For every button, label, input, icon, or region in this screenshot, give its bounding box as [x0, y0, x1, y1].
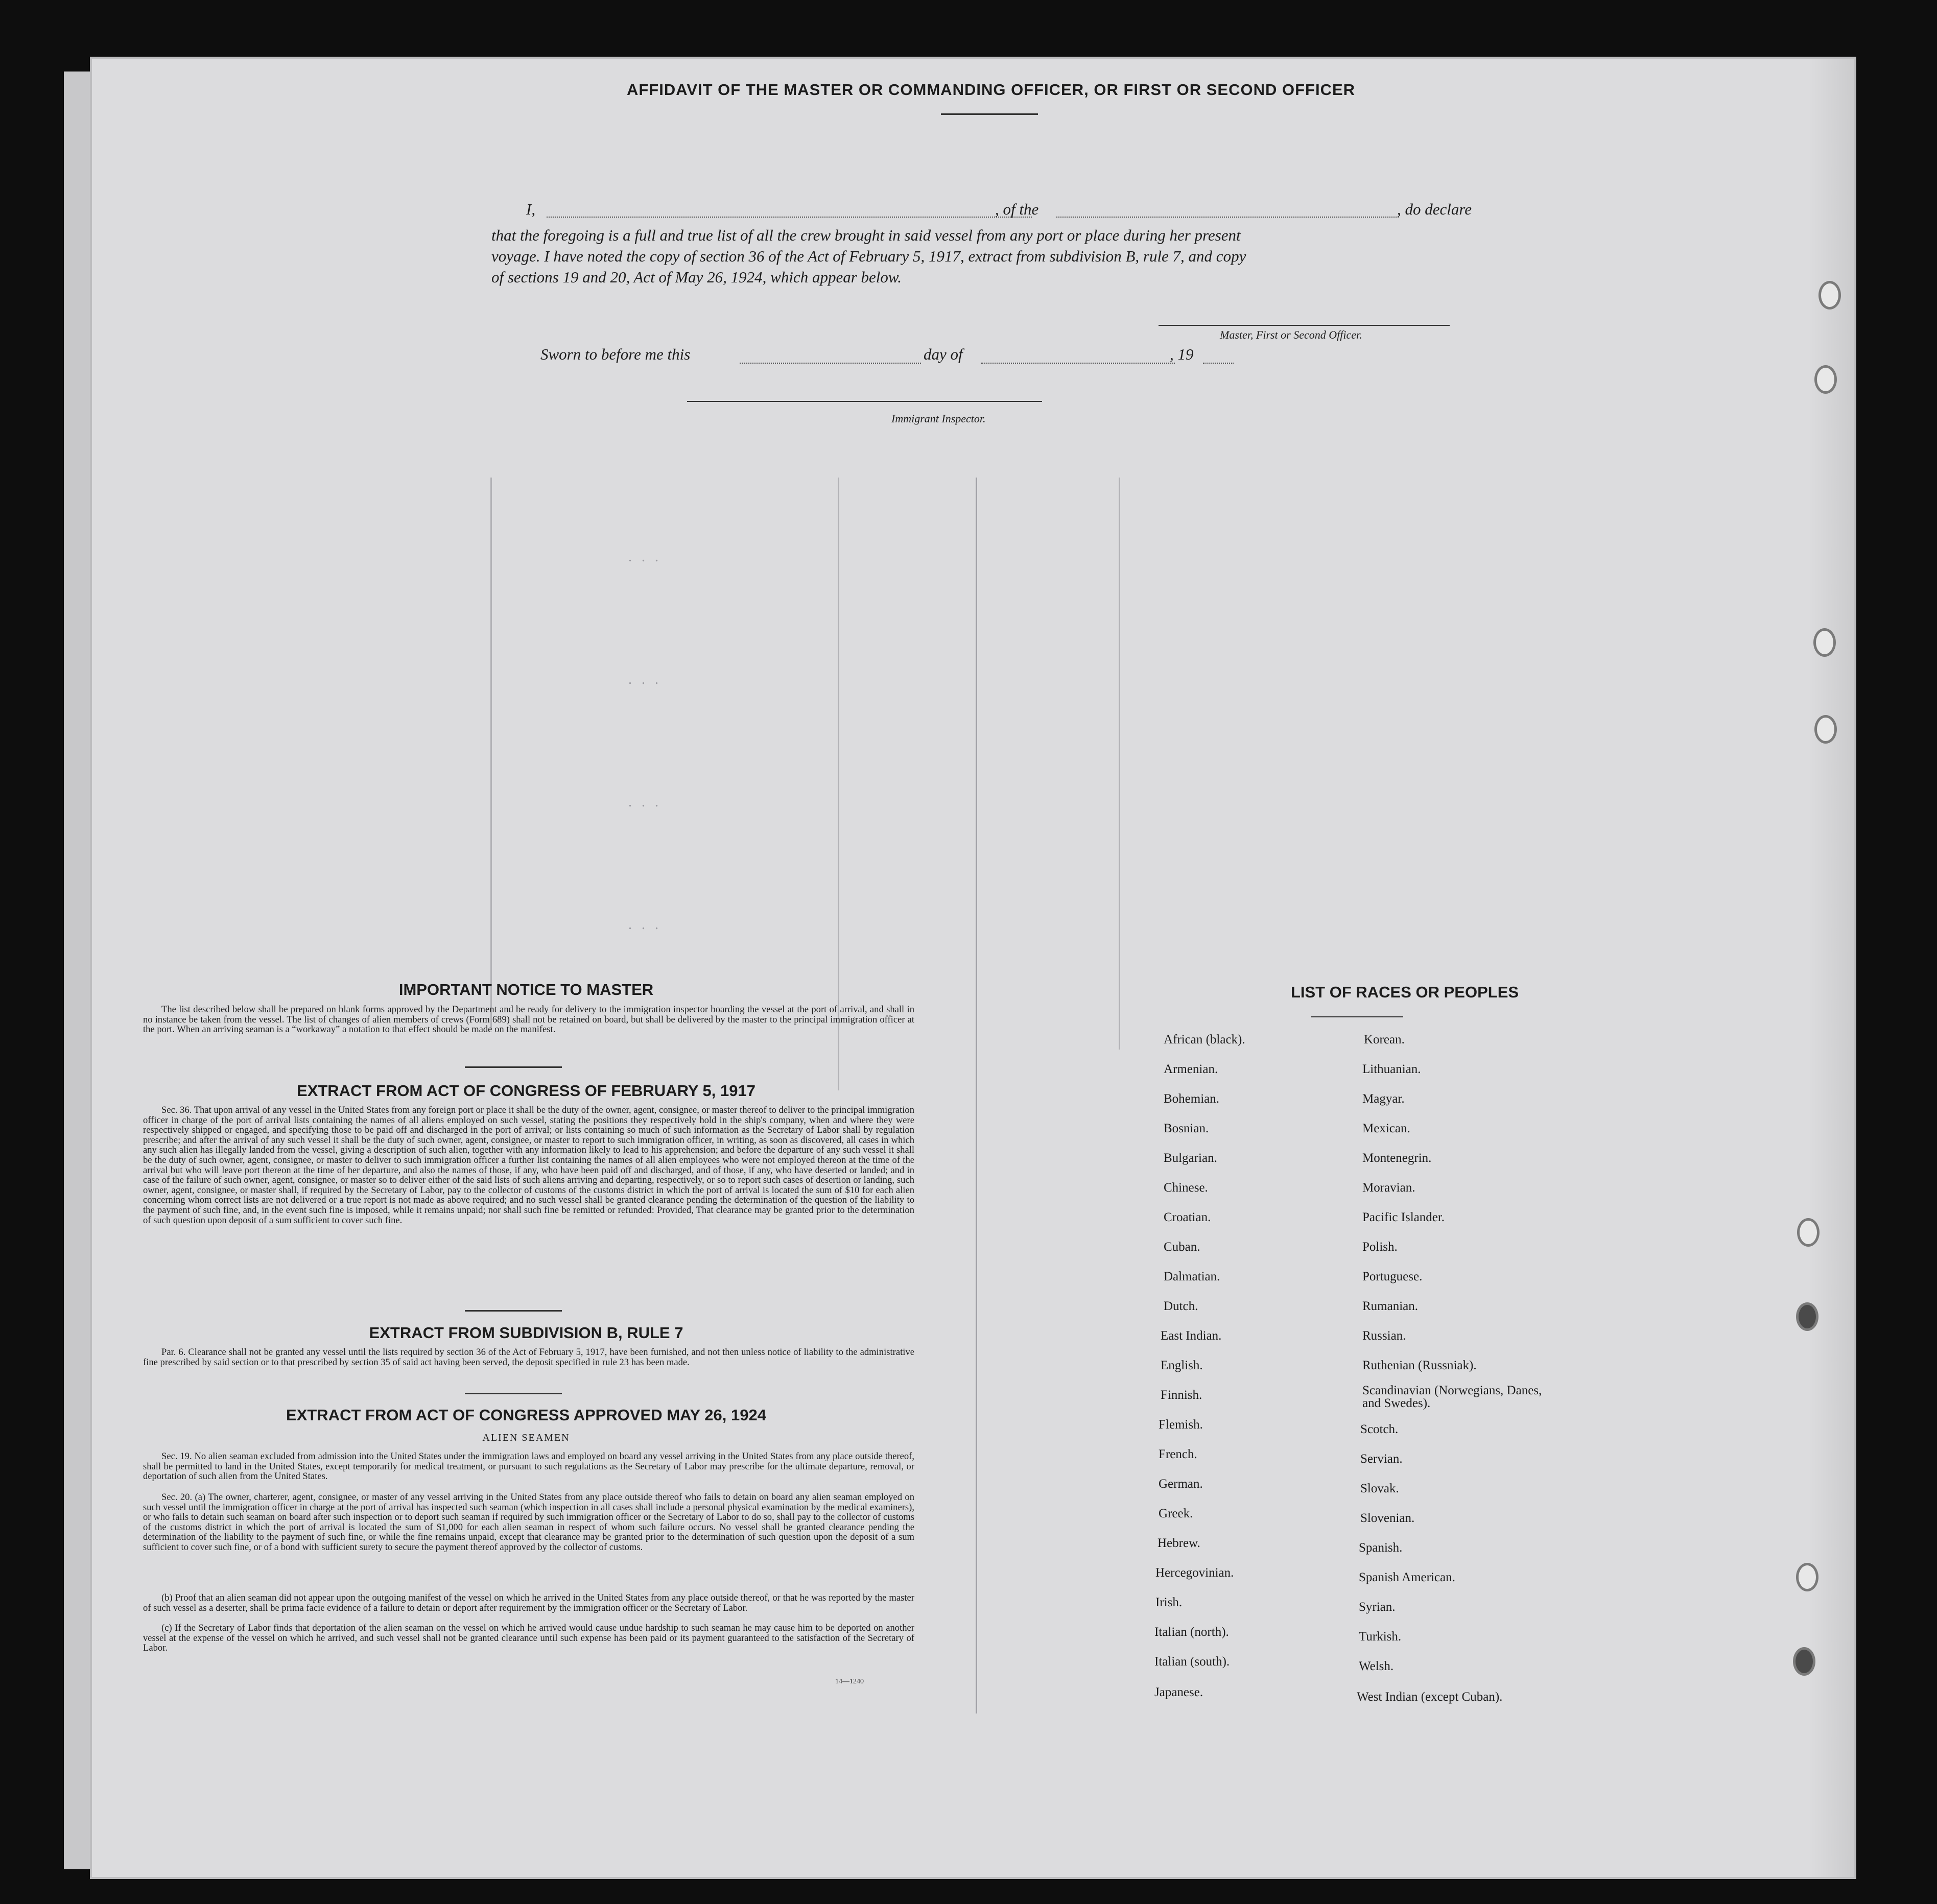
form-number: 14—1240: [835, 1678, 864, 1685]
sworn-month-blank[interactable]: [981, 363, 1175, 364]
race-item: Hebrew.: [1158, 1536, 1200, 1550]
race-item: Dutch.: [1164, 1299, 1198, 1313]
race-item: Scotch.: [1360, 1422, 1399, 1436]
race-item: Russian.: [1362, 1329, 1406, 1343]
race-item: Ruthenian (Russniak).: [1362, 1359, 1477, 1372]
extract-1924-sec20b: (b) Proof that an alien seaman did not appear upon the outgoing manifest of the vessel on which he arrived in the United States from any place outside thereof, or that he was reported by the master of such vessel as a deserter, shall be prima facie evidence of a failure to detain or deport after requirement by the immigration officer or the Secretary of Labor.: [143, 1592, 914, 1613]
signature-line[interactable]: [1159, 325, 1450, 326]
extract-rule7-text: Par. 6. Clearance shall not be granted any vessel until the lists required by section 36 of the Act of February 5, 1917, have been furnished, and not then unless notice of liability to the administrative fine prescribed by said section or to that prescribed by section 35 of said act having been served, the deposit specified in rule 23 has been made.: [143, 1347, 914, 1368]
race-item: Pacific Islander.: [1362, 1210, 1445, 1224]
affidavit-line1-of-the: , of the: [995, 200, 1039, 218]
race-item: Bulgarian.: [1164, 1151, 1217, 1165]
race-item: German.: [1159, 1477, 1203, 1491]
extract-1917-text: Sec. 36. That upon arrival of any vessel in the United States from any foreign port or place it shall be the duty of the owner, agent, consignee, or master thereof to deliver to the principal immigration officer in charge of the port of arrival lists containing the names of all aliens employed on such vessel, stating the positions they respectively hold in the ship's company, when and where they were respectively shipped or engaged, and specifying those to be paid off and discharged in the port of arrival; or lists containing so much of such information as the Secretary of Labor shall by regulation prescribe; and after the arrival of any such vessel it shall be the duty of such owner, agent, consignee, or master to report to such immigration officer, in writing, as soon as discovered, all cases in which any such alien has illegally landed from the vessel, giving a description of such alien, together with any information likely to lead to his apprehension; and before the departure of any such vessel it shall be the duty of such owner, agent, consignee, or master to deliver to such immigration officer a further list containing the names of all alien employees who were not employed thereon at the time of the arrival but who will leave port thereon at the time of her departure, and also the names of those, if any, who have been paid off and discharged, and of those, if any, who have deserted or landed; and in case of the failure of such owner, agent, consignee, or master so to deliver either of the said lists of such aliens arriving and departing, respectively, or so to report such cases of desertion or landing, such owner, agent, consignee, or master shall, if required by the Secretary of Labor, pay to the collector of customs of the customs district in which the port of arrival is located the sum of $10 for each alien concerning whom correct lists are not delivered or a true report is not made as above required; and no such vessel shall be granted clearance pending the determination of the question of the liability to the payment of such fine, and, in the event such fine is imposed, while it remains unpaid; nor shall such fine be remitted or refunded: Provided, That clearance may be granted prior to the determination of such question upon deposit of a sum sufficient to cover such fine.: [143, 1105, 914, 1226]
bleed-through-mark: . . .: [628, 917, 662, 933]
race-item: Syrian.: [1359, 1600, 1396, 1614]
races-title: LIST OF RACES OR PEOPLES: [1290, 983, 1519, 1001]
sworn-year-blank[interactable]: [1203, 363, 1234, 364]
extract-1924-sec20c: (c) If the Secretary of Labor finds that deportation of the alien seaman on the vessel on which he arrived would cause undue hardship to such seaman he may cause him to be deported on another vessel at the expense of the vessel on which he arrived, and such vessel shall not be granted clearance until such expense has been paid or its payment guaranteed to the satisfaction of the Secretary of Labor.: [143, 1623, 914, 1654]
inspector-signature-line[interactable]: [687, 401, 1042, 402]
bleed-through-mark: . . .: [628, 549, 662, 565]
punch-hole-icon: [1814, 365, 1837, 394]
sworn-prefix: Sworn to before me this: [540, 345, 691, 363]
race-item: Irish.: [1155, 1596, 1183, 1609]
race-item: French.: [1159, 1447, 1197, 1461]
affidavit-line1-i: I,: [526, 200, 536, 218]
extract-rule7-title: EXTRACT FROM SUBDIVISION B, RULE 7: [369, 1324, 683, 1342]
extract-1917-title: EXTRACT FROM ACT OF CONGRESS OF FEBRUARY 5, 1917: [297, 1082, 755, 1100]
extract-1924-subtitle: ALIEN SEAMEN: [482, 1432, 570, 1443]
affidavit-line2: that the foregoing is a full and true list of all the crew brought in said vessel from any port or place during her present: [491, 226, 1241, 244]
bleed-through-mark: . . .: [628, 794, 662, 810]
race-item: Polish.: [1362, 1240, 1398, 1254]
extract-1924-title: EXTRACT FROM ACT OF CONGRESS APPROVED MAY 26, 1924: [286, 1406, 766, 1424]
underlying-page-edge: [64, 72, 95, 1869]
race-item: Lithuanian.: [1362, 1062, 1421, 1076]
notice-title: IMPORTANT NOTICE TO MASTER: [398, 981, 654, 998]
extract-1924-sec19: Sec. 19. No alien seaman excluded from admission into the United States under the immigration laws and employed on board any vessel arriving in the United States from any place outside thereof, shall be permitted to land in the United States, except temporarily for medical treatment, or pursuant to such regulations as the Secretary of Labor may prescribe for the ultimate departure, removal, or deportation of such alien from the United States.: [143, 1451, 914, 1482]
race-item: Armenian.: [1164, 1062, 1218, 1076]
sworn-day-of: day of: [924, 345, 963, 363]
section-divider: [465, 1310, 562, 1312]
punch-hole-icon: [1797, 1218, 1820, 1247]
sworn-year: , 19: [1170, 345, 1194, 363]
race-item: West Indian (except Cuban).: [1357, 1690, 1503, 1704]
bleed-through-rule: [1119, 478, 1120, 1050]
punch-hole-icon: [1796, 1302, 1818, 1331]
punch-hole-icon: [1796, 1563, 1818, 1591]
race-item: Croatian.: [1164, 1210, 1211, 1224]
sworn-day-blank[interactable]: [740, 363, 921, 364]
races-title-underline: [1311, 1016, 1403, 1017]
race-item: Dalmatian.: [1164, 1270, 1220, 1283]
vessel-blank[interactable]: [1056, 217, 1399, 218]
race-item: Scandinavian (Norwegians, Danes, and Swedes).: [1362, 1384, 1542, 1410]
race-item: Moravian.: [1362, 1181, 1415, 1195]
race-item: Flemish.: [1159, 1418, 1203, 1432]
race-item: Servian.: [1360, 1452, 1403, 1466]
race-item: Spanish American.: [1359, 1570, 1455, 1584]
race-item: East Indian.: [1161, 1329, 1222, 1343]
race-item: Cuban.: [1164, 1240, 1200, 1254]
race-item: Chinese.: [1164, 1181, 1208, 1195]
bleed-through-mark: . . .: [628, 672, 662, 687]
affidavit-line4: of sections 19 and 20, Act of May 26, 1924, which appear below.: [491, 268, 902, 286]
extract-1924-sec20a: Sec. 20. (a) The owner, charterer, agent, consignee, or master of any vessel arriving in the United States from any place outside thereof who fails to detain on board any alien seaman employed on such vessel until the immigration officer in charge at the port of arrival has inspected such seaman (which inspection in all cases shall include a personal physical examination by the medical examiners), or who fails to detain such seaman on board after such inspection or to deport such seaman if required by such immigration officer or the Secretary of Labor to do so, shall pay to the collector of customs of the customs district in which the port of arrival is located the sum of $1,000 for each alien seaman in respect of whom such failure occurs. No vessel shall be granted clearance pending the determination of the liability to the payment of such fine, or while the fine remains unpaid, except that clearance may be granted prior to the determination of such question upon the deposit of a sum sufficient to cover such fine, or of a bond with sufficient surety to secure the payment thereof approved by the collector of customs.: [143, 1492, 914, 1553]
title-underline: [941, 113, 1038, 115]
race-item: Welsh.: [1359, 1659, 1394, 1673]
affidavit-title: AFFIDAVIT OF THE MASTER OR COMMANDING OFFICER, OR FIRST OR SECOND OFFICER: [626, 81, 1356, 99]
race-item: Bohemian.: [1164, 1092, 1220, 1106]
punch-hole-icon: [1813, 628, 1836, 657]
race-item: Italian (south).: [1154, 1655, 1230, 1669]
race-item: Slovenian.: [1360, 1511, 1415, 1525]
affidavit-line3: voyage. I have noted the copy of section 36 of the Act of February 5, 1917, extract from subdivision B, rule 7, and copy: [491, 247, 1246, 265]
race-item: Italian (north).: [1154, 1625, 1229, 1639]
bleed-through-rule: [490, 478, 492, 1029]
signature-caption: Master, First or Second Officer.: [1220, 328, 1362, 341]
race-item: Korean.: [1364, 1033, 1405, 1046]
punch-hole-icon: [1814, 715, 1837, 744]
punch-hole-icon: [1793, 1647, 1815, 1676]
race-item: Bosnian.: [1164, 1122, 1209, 1135]
race-item: Montenegrin.: [1362, 1151, 1432, 1165]
race-item: Slovak.: [1360, 1482, 1399, 1495]
race-item: Spanish.: [1359, 1541, 1403, 1555]
race-item: African (black).: [1164, 1033, 1245, 1046]
name-blank[interactable]: [547, 217, 1032, 218]
punch-hole-icon: [1818, 281, 1841, 310]
race-item: Magyar.: [1362, 1092, 1405, 1106]
race-item: Japanese.: [1154, 1685, 1203, 1699]
bleed-through-rule: [976, 478, 977, 1713]
affidavit-line1-do-declare: , do declare: [1397, 200, 1472, 218]
notice-text: The list described below shall be prepared on blank forms approved by the Department and be ready for delivery to the immigration inspector boarding the vessel at the port of arrival, and shall in no instance be taken from the vessel. The list of changes of alien members of crews (Form 689) shall not be retained on board, but shall be delivered by the master to the principal immigration officer at the port. When an arriving seaman is a “workaway” a notation to that effect should be made on the manifest.: [143, 1004, 914, 1035]
section-divider: [465, 1066, 562, 1068]
race-item: Portuguese.: [1362, 1270, 1423, 1283]
section-divider: [465, 1393, 562, 1394]
race-item: English.: [1161, 1359, 1203, 1372]
race-item: Rumanian.: [1362, 1299, 1419, 1313]
race-item: Hercegovinian.: [1155, 1566, 1234, 1580]
race-item: Finnish.: [1161, 1388, 1202, 1402]
race-item: Turkish.: [1359, 1630, 1402, 1644]
inspector-caption: Immigrant Inspector.: [891, 412, 986, 425]
race-item: Greek.: [1159, 1507, 1193, 1520]
race-item: Mexican.: [1362, 1122, 1410, 1135]
